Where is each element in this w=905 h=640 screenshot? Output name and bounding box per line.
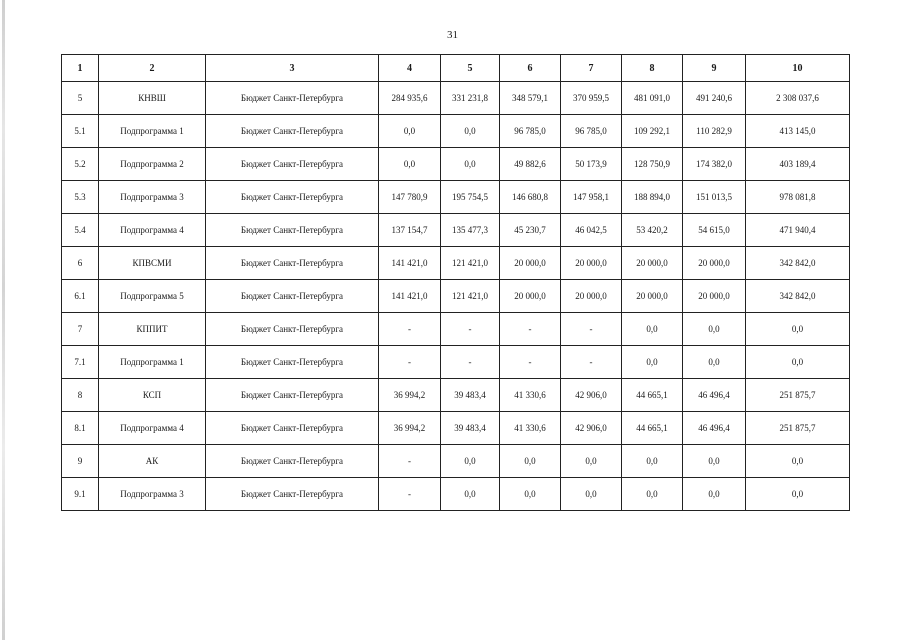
total-cell: 413 145,0 [746, 115, 850, 148]
value-cell-7: 0,0 [561, 445, 622, 478]
value-cell-5: 0,0 [441, 148, 500, 181]
page-number: 31 [447, 29, 458, 41]
funding-source-cell: Бюджет Санкт-Петербурга [206, 478, 379, 511]
value-cell-7: - [561, 313, 622, 346]
row-number-cell: 8 [62, 379, 99, 412]
row-name-cell: Подпрограмма 1 [99, 115, 206, 148]
value-cell-5: 0,0 [441, 445, 500, 478]
value-cell-6: - [500, 346, 561, 379]
column-header: 10 [746, 55, 850, 82]
value-cell-4: 284 935,6 [379, 82, 441, 115]
value-cell-5: 121 421,0 [441, 247, 500, 280]
row-name-cell: Подпрограмма 4 [99, 412, 206, 445]
value-cell-9: 46 496,4 [683, 379, 746, 412]
table-row [62, 82, 850, 115]
value-cell-5: 39 483,4 [441, 412, 500, 445]
value-cell-4: - [379, 346, 441, 379]
table-row [62, 115, 850, 148]
value-cell-9: 0,0 [683, 445, 746, 478]
value-cell-8: 109 292,1 [622, 115, 683, 148]
value-cell-5: 0,0 [441, 115, 500, 148]
row-name-cell: КППИТ [99, 313, 206, 346]
value-cell-8: 0,0 [622, 478, 683, 511]
total-cell: 251 875,7 [746, 412, 850, 445]
value-cell-5: 195 754,5 [441, 181, 500, 214]
total-cell: 0,0 [746, 346, 850, 379]
row-name-cell: АК [99, 445, 206, 478]
funding-source-cell: Бюджет Санкт-Петербурга [206, 148, 379, 181]
value-cell-7: 20 000,0 [561, 280, 622, 313]
value-cell-9: 0,0 [683, 346, 746, 379]
scan-edge-artifact [2, 0, 5, 640]
total-cell: 0,0 [746, 445, 850, 478]
value-cell-7: 96 785,0 [561, 115, 622, 148]
table-row [62, 247, 850, 280]
value-cell-6: 96 785,0 [500, 115, 561, 148]
value-cell-8: 0,0 [622, 346, 683, 379]
value-cell-7: 46 042,5 [561, 214, 622, 247]
funding-source-cell: Бюджет Санкт-Петербурга [206, 412, 379, 445]
row-number-cell: 6 [62, 247, 99, 280]
value-cell-6: 0,0 [500, 445, 561, 478]
value-cell-5: 121 421,0 [441, 280, 500, 313]
value-cell-5: 0,0 [441, 478, 500, 511]
value-cell-5: 39 483,4 [441, 379, 500, 412]
table-row [62, 181, 850, 214]
value-cell-5: 135 477,3 [441, 214, 500, 247]
total-cell: 403 189,4 [746, 148, 850, 181]
value-cell-4: 147 780,9 [379, 181, 441, 214]
value-cell-9: 0,0 [683, 313, 746, 346]
value-cell-8: 53 420,2 [622, 214, 683, 247]
table-row [62, 478, 850, 511]
value-cell-7: 147 958,1 [561, 181, 622, 214]
table-header-row [62, 55, 850, 82]
total-cell: 0,0 [746, 478, 850, 511]
value-cell-6: 45 230,7 [500, 214, 561, 247]
value-cell-4: - [379, 313, 441, 346]
value-cell-8: 481 091,0 [622, 82, 683, 115]
row-name-cell: Подпрограмма 3 [99, 478, 206, 511]
total-cell: 251 875,7 [746, 379, 850, 412]
value-cell-7: 50 173,9 [561, 148, 622, 181]
value-cell-4: - [379, 478, 441, 511]
value-cell-4: 0,0 [379, 148, 441, 181]
column-header: 7 [561, 55, 622, 82]
row-name-cell: Подпрограмма 3 [99, 181, 206, 214]
funding-source-cell: Бюджет Санкт-Петербурга [206, 346, 379, 379]
value-cell-6: 41 330,6 [500, 379, 561, 412]
value-cell-4: 137 154,7 [379, 214, 441, 247]
value-cell-4: - [379, 445, 441, 478]
row-name-cell: КПВСМИ [99, 247, 206, 280]
value-cell-4: 36 994,2 [379, 379, 441, 412]
column-header: 6 [500, 55, 561, 82]
value-cell-7: 370 959,5 [561, 82, 622, 115]
row-number-cell: 6.1 [62, 280, 99, 313]
value-cell-6: 0,0 [500, 478, 561, 511]
value-cell-6: 41 330,6 [500, 412, 561, 445]
value-cell-8: 188 894,0 [622, 181, 683, 214]
table-row [62, 445, 850, 478]
value-cell-9: 54 615,0 [683, 214, 746, 247]
funding-source-cell: Бюджет Санкт-Петербурга [206, 445, 379, 478]
table-row [62, 346, 850, 379]
value-cell-8: 20 000,0 [622, 280, 683, 313]
value-cell-7: - [561, 346, 622, 379]
column-header: 1 [62, 55, 99, 82]
table-row [62, 280, 850, 313]
value-cell-8: 0,0 [622, 445, 683, 478]
value-cell-9: 174 382,0 [683, 148, 746, 181]
column-header: 8 [622, 55, 683, 82]
value-cell-7: 42 906,0 [561, 379, 622, 412]
row-name-cell: Подпрограмма 1 [99, 346, 206, 379]
total-cell: 342 842,0 [746, 280, 850, 313]
value-cell-9: 110 282,9 [683, 115, 746, 148]
funding-source-cell: Бюджет Санкт-Петербурга [206, 313, 379, 346]
row-name-cell: Подпрограмма 5 [99, 280, 206, 313]
value-cell-9: 20 000,0 [683, 280, 746, 313]
funding-source-cell: Бюджет Санкт-Петербурга [206, 82, 379, 115]
value-cell-8: 44 665,1 [622, 412, 683, 445]
column-header: 4 [379, 55, 441, 82]
total-cell: 0,0 [746, 313, 850, 346]
value-cell-5: 331 231,8 [441, 82, 500, 115]
row-number-cell: 7 [62, 313, 99, 346]
total-cell: 342 842,0 [746, 247, 850, 280]
value-cell-8: 44 665,1 [622, 379, 683, 412]
value-cell-4: 141 421,0 [379, 280, 441, 313]
row-number-cell: 8.1 [62, 412, 99, 445]
funding-source-cell: Бюджет Санкт-Петербурга [206, 115, 379, 148]
value-cell-9: 46 496,4 [683, 412, 746, 445]
funding-source-cell: Бюджет Санкт-Петербурга [206, 181, 379, 214]
funding-source-cell: Бюджет Санкт-Петербурга [206, 247, 379, 280]
total-cell: 471 940,4 [746, 214, 850, 247]
row-name-cell: Подпрограмма 2 [99, 148, 206, 181]
value-cell-6: 20 000,0 [500, 247, 561, 280]
value-cell-6: 49 882,6 [500, 148, 561, 181]
value-cell-9: 0,0 [683, 478, 746, 511]
value-cell-8: 20 000,0 [622, 247, 683, 280]
value-cell-8: 0,0 [622, 313, 683, 346]
table-row [62, 214, 850, 247]
total-cell: 2 308 037,6 [746, 82, 850, 115]
row-number-cell: 7.1 [62, 346, 99, 379]
row-name-cell: КСП [99, 379, 206, 412]
value-cell-9: 151 013,5 [683, 181, 746, 214]
column-header: 3 [206, 55, 379, 82]
funding-source-cell: Бюджет Санкт-Петербурга [206, 280, 379, 313]
column-header: 5 [441, 55, 500, 82]
value-cell-4: 141 421,0 [379, 247, 441, 280]
value-cell-6: 348 579,1 [500, 82, 561, 115]
row-name-cell: Подпрограмма 4 [99, 214, 206, 247]
row-number-cell: 5.1 [62, 115, 99, 148]
value-cell-4: 36 994,2 [379, 412, 441, 445]
row-number-cell: 5.4 [62, 214, 99, 247]
total-cell: 978 081,8 [746, 181, 850, 214]
column-header: 9 [683, 55, 746, 82]
table-row [62, 313, 850, 346]
value-cell-6: 20 000,0 [500, 280, 561, 313]
table-row [62, 148, 850, 181]
row-number-cell: 5.2 [62, 148, 99, 181]
row-number-cell: 9 [62, 445, 99, 478]
value-cell-7: 42 906,0 [561, 412, 622, 445]
value-cell-5: - [441, 313, 500, 346]
row-number-cell: 9.1 [62, 478, 99, 511]
value-cell-6: 146 680,8 [500, 181, 561, 214]
funding-source-cell: Бюджет Санкт-Петербурга [206, 214, 379, 247]
value-cell-9: 20 000,0 [683, 247, 746, 280]
row-number-cell: 5.3 [62, 181, 99, 214]
value-cell-9: 491 240,6 [683, 82, 746, 115]
funding-source-cell: Бюджет Санкт-Петербурга [206, 379, 379, 412]
value-cell-8: 128 750,9 [622, 148, 683, 181]
row-number-cell: 5 [62, 82, 99, 115]
row-name-cell: КНВШ [99, 82, 206, 115]
value-cell-6: - [500, 313, 561, 346]
column-header: 2 [99, 55, 206, 82]
value-cell-5: - [441, 346, 500, 379]
value-cell-7: 0,0 [561, 478, 622, 511]
budget-table [61, 54, 850, 511]
value-cell-4: 0,0 [379, 115, 441, 148]
table-row [62, 379, 850, 412]
table-row [62, 412, 850, 445]
value-cell-7: 20 000,0 [561, 247, 622, 280]
